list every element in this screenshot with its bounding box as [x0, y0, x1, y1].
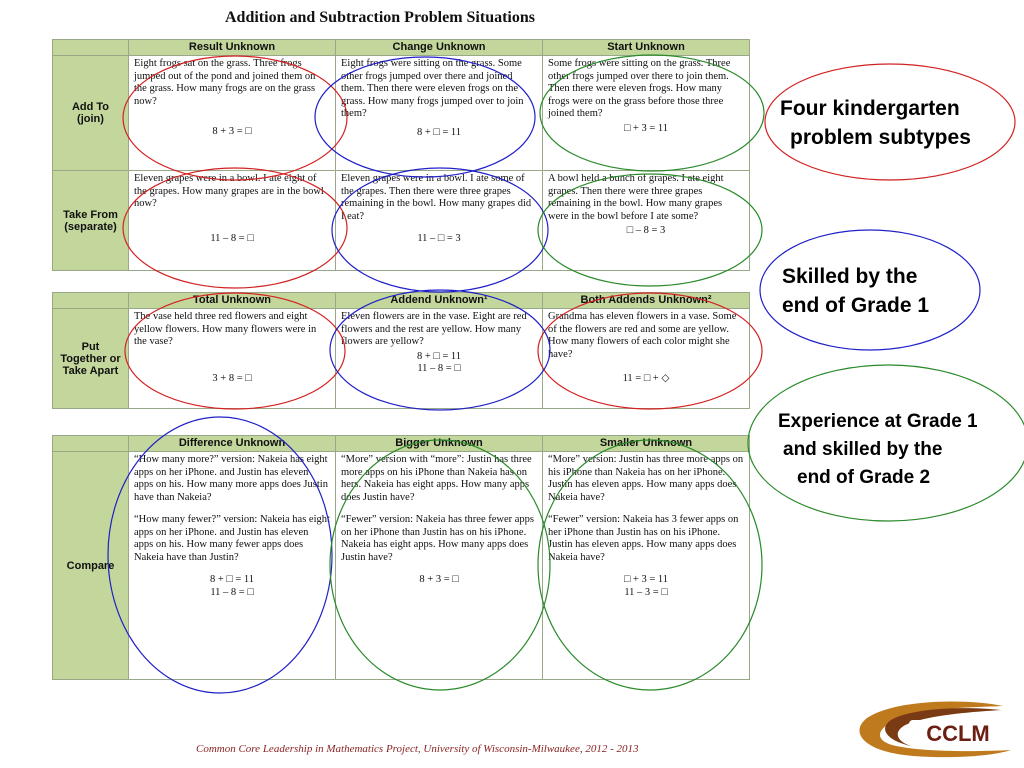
note-line: Four kindergarten: [780, 97, 960, 120]
note-line: Skilled by the: [782, 265, 918, 288]
col-header-addend-unknown: Addend Unknown¹: [336, 293, 543, 309]
col-header-both-addends-unknown: Both Addends Unknown²: [543, 293, 750, 309]
problem-text: Eight frogs were sitting on the grass. Some other frogs jumped over there and joined them. Then there were eleven frogs on the grass. How many frogs jumped over to join them?: [341, 58, 524, 119]
footer-credit: Common Core Leadership in Mathematics Project, University of Wisconsin-Milwaukee, 2012 - 2013: [196, 743, 639, 755]
col-header-bigger-unknown: Bigger Unknown: [336, 436, 543, 452]
col-header-smaller-unknown: Smaller Unknown: [543, 436, 750, 452]
red-oval-add-to-result: [123, 56, 347, 180]
equation: □ – 8 = 3: [626, 225, 666, 236]
note-line: problem subtypes: [790, 126, 971, 149]
equation: 11 – 8 = □: [210, 586, 254, 598]
equation: □ + 3 = 11: [623, 122, 669, 134]
problem-text: “More” version with “more”: Justin has three more apps on his iPhone than Nakeia has on hers. Nakeia has eight apps. How many apps does Justin have?: [341, 454, 532, 503]
note-line: end of Grade 1: [782, 294, 930, 317]
cclm-logo-icon: [853, 700, 1013, 762]
col-header-start-unknown: Start Unknown: [543, 40, 750, 56]
equation: 8 + □ = 11: [209, 574, 255, 585]
problem-text: The vase held three red flowers and eight yellow flowers. How many flowers were in the vase?: [134, 311, 317, 347]
problem-text: “How many more?” version: Nakeia has eight apps on her iPhone. and Justin has eleven apps on his. How many more apps does Justin have than Nakeia?: [134, 454, 328, 503]
problem-text: “More” version: Justin has three more apps on his iPhone than Nakeia has on her iPhone. Justin has eleven apps. How many apps does Nakeia have?: [548, 454, 744, 503]
green-oval-start-unknown-separate: [538, 174, 762, 286]
blue-oval-addend-unknown: [330, 290, 550, 410]
legend-note-grade2: [778, 408, 1024, 492]
blue-oval-difference-unknown: [108, 417, 332, 693]
problem-text: “Fewer” version: Nakeia has 3 fewer apps on her iPhone than Justin has on his iPhone. Justin has eleven apps. How many apps does Nakeia have?: [548, 514, 739, 563]
note-line: Experience at Grade 1: [778, 411, 978, 432]
problem-text: Some frogs were sitting on the grass. Three other frogs jumped over there to join them. Then there were eleven frogs. How many frogs were on the grass before those three joined them?: [548, 58, 731, 119]
red-oval-take-from-result: [123, 168, 347, 288]
problem-text: “Fewer” version: Nakeia has three fewer apps on her iPhone than Justin has on his iPhone. Nakeia has eight apps. How many apps does Justin have?: [341, 514, 534, 563]
equation: 3 + 8 = □: [212, 372, 252, 384]
note-line: end of Grade 2: [797, 467, 931, 488]
equation: 11 – 8 = □: [417, 363, 461, 374]
row-header-put-together: Put Together or Take Apart: [53, 309, 129, 409]
problem-text: Grandma has eleven flowers in a vase. Some of the flowers are red and some are yellow. How many flowers of each color might she have?: [548, 311, 737, 360]
equation: 11 = □ + ◇: [622, 373, 670, 384]
problem-text: A bowl held a bunch of grapes. I ate eight grapes. Then there were three grapes remaining in the bowl. How many grapes were in the bowl before I ate some?: [548, 173, 724, 222]
equation: 11 – 3 = □: [624, 586, 668, 598]
equation: 11 – 8 = □: [210, 232, 254, 244]
red-oval-total-unknown: [125, 293, 345, 409]
col-header-change-unknown: Change Unknown: [336, 40, 543, 56]
page-title: Addition and Subtraction Problem Situations: [225, 9, 535, 26]
problem-text: Eight frogs sat on the grass. Three frogs jumped out of the pond and joined them on the grass. How many frogs are on the grass now?: [134, 58, 316, 107]
legend-note-kindergarten: [780, 94, 1024, 152]
blue-oval-change-unknown-separate: [332, 168, 548, 292]
equation: □ + 3 = 11: [623, 574, 669, 585]
logo-text: CCLM: [926, 721, 990, 746]
problem-text: Eleven grapes were in a bowl. I ate some of the grapes. Then there were three grapes remaining in the bowl. How many grapes did I eat?: [341, 173, 532, 222]
green-oval-smaller-unknown: [538, 440, 762, 690]
row-header-add-to: Add To (join): [53, 56, 129, 171]
equation: 8 + 3 = □: [419, 574, 459, 585]
problem-text: Eleven flowers are in the vase. Eight are red flowers and the rest are yellow. How many flowers are yellow?: [341, 311, 527, 347]
note-line: and skilled by the: [783, 439, 943, 460]
blue-oval-change-unknown-join: [315, 57, 535, 177]
row-header-take-from: Take From (separate): [53, 171, 129, 271]
row-header-compare: Compare: [53, 452, 129, 680]
problem-text: “How many fewer?” version: Nakeia has eight apps on her iPhone. and Justin has eleven apps on his. How many fewer apps does Nakeia have than Justin?: [134, 514, 330, 563]
legend-note-grade1: [782, 262, 1002, 320]
green-oval-bigger-unknown: [330, 440, 550, 690]
col-header-result-unknown: Result Unknown: [129, 40, 336, 56]
equation: 11 – □ = 3: [417, 233, 461, 244]
red-oval-both-addends: [538, 293, 762, 409]
green-oval-start-unknown-join: [540, 55, 764, 171]
equation: 8 + □ = 11: [416, 350, 462, 362]
col-header-difference-unknown: Difference Unknown: [129, 436, 336, 452]
problem-text: Eleven grapes were in a bowl. I ate eight of the grapes. How many grapes are in the bowl now?: [134, 173, 324, 209]
col-header-total-unknown: Total Unknown: [129, 293, 336, 309]
equation: 8 + □ = 11: [416, 126, 462, 138]
equation: 8 + 3 = □: [212, 126, 252, 137]
